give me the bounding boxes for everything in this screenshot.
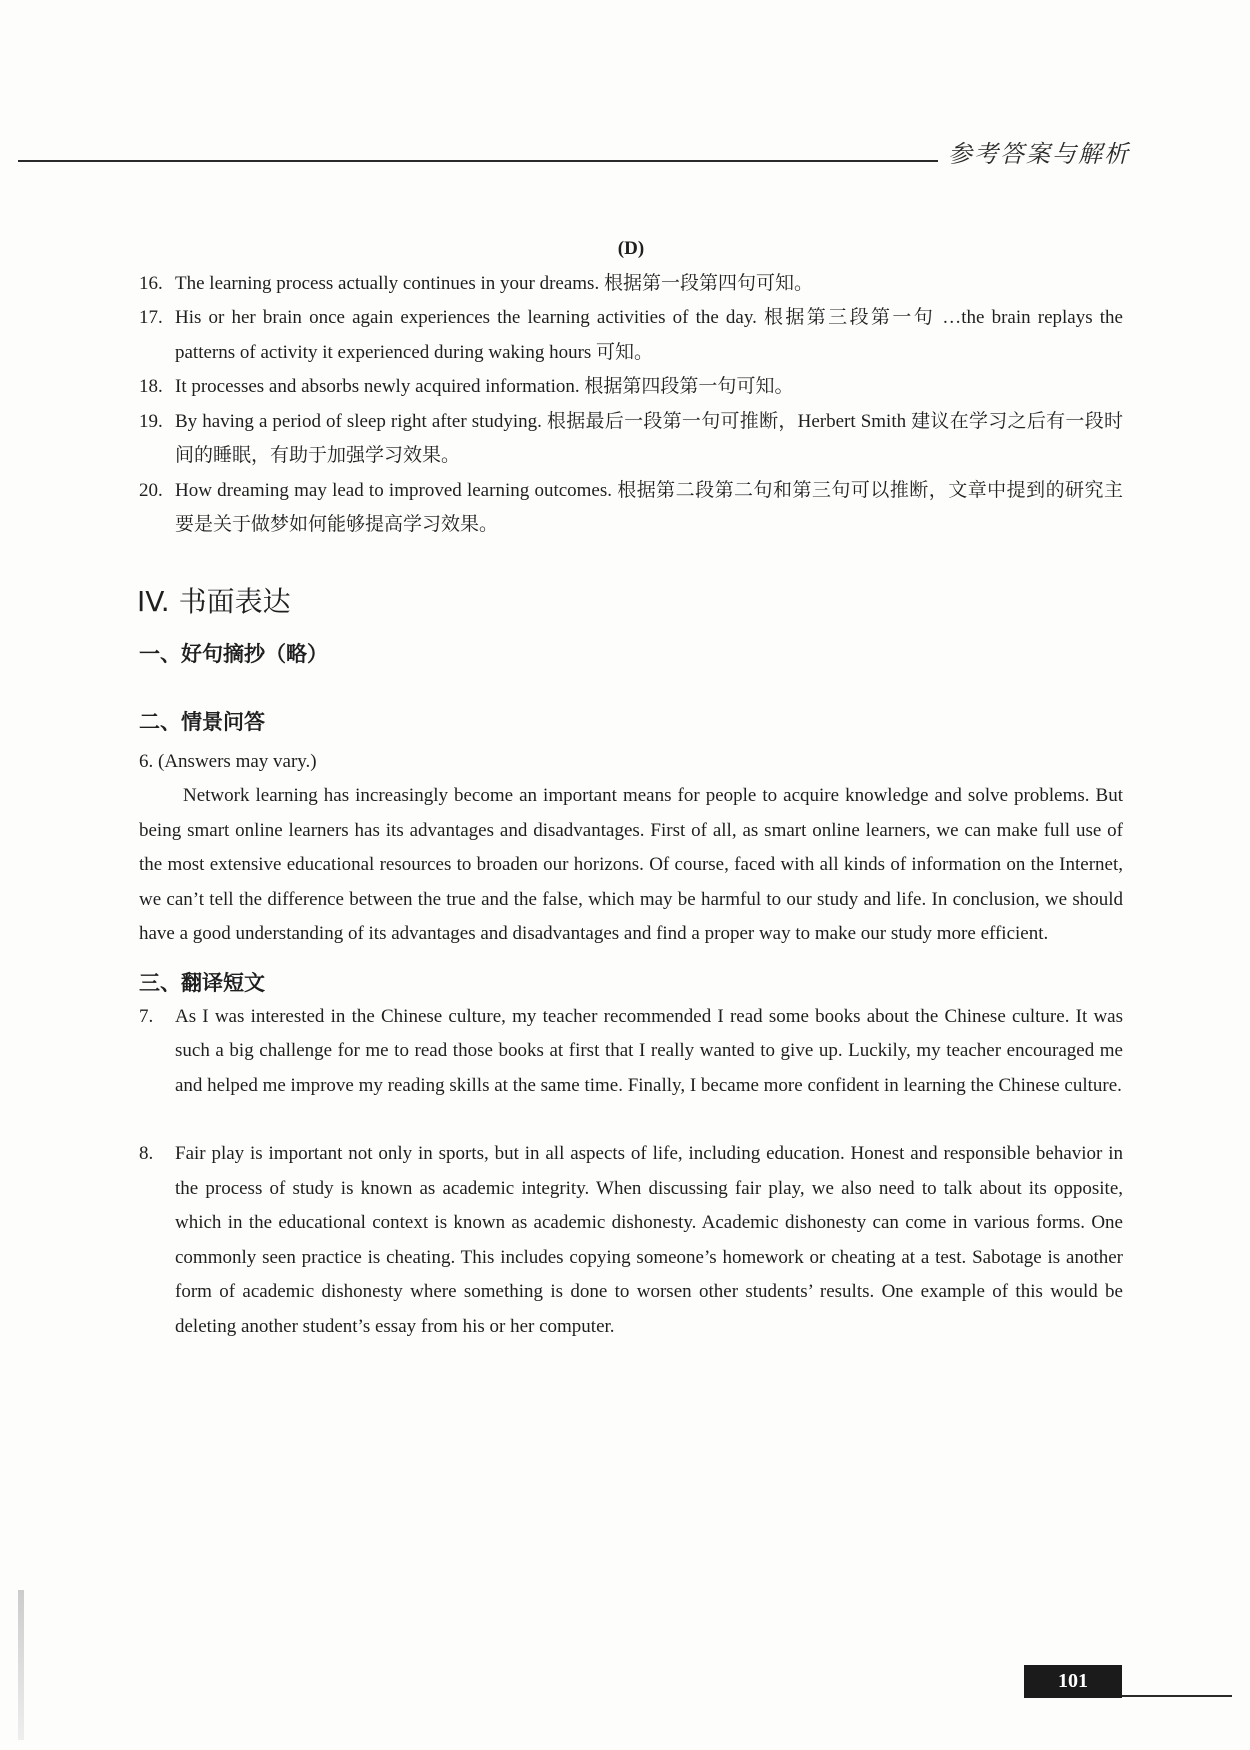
item-text: It processes and absorbs newly acquired information. 根据第四段第一句可知。	[175, 376, 794, 397]
item-number: 16.	[139, 272, 163, 294]
footer-rule	[1122, 1695, 1232, 1697]
item-number: 18.	[139, 376, 163, 397]
answer-item-16	[139, 267, 1123, 302]
answer-item-20	[139, 474, 1123, 543]
answer-item-18	[139, 370, 1123, 405]
question-6-answer: Network learning has increasingly become an important means for people to acquire knowledge and solve problems. But being smart online learners has its advantages and disadvantages. First of all, as smart online learners, we can make full use of the most extensive educational resources to broaden our horizons. Of course, faced with all kinds of information on the Internet, we can’t tell the difference between the true and the false, which may be harmful to our study and life. In conclusion, we should have a good understanding of its advantages and disadvantages and find a proper way to make our study more efficient.	[139, 785, 1123, 944]
section-iv-title: IV. 书面表达	[137, 584, 291, 618]
item-number: 19.	[139, 410, 163, 432]
header-title: 参考答案与解析	[948, 140, 1130, 168]
item-text: As I was interested in the Chinese culture, my teacher recommended I read some books about the Chinese culture. It was such a big challenge for me to read those books at first that I really wanted to give up. Luckily, my teacher encouraged me and helped me improve my reading skills at the same time. Finally, I became more confident in learning the Chinese culture.	[175, 1005, 1123, 1096]
page-content	[139, 232, 1123, 1344]
item-text: How dreaming may lead to improved learning outcomes. 根据第二段第二句和第三句可以推断，文章中提到的研究主要是关于做梦如何能够提高学习效果。	[175, 479, 1123, 535]
page-edge-shadow	[18, 1590, 24, 1740]
subsection-3-title: 三、翻译短文	[139, 970, 265, 995]
translation-item-8	[139, 1137, 1123, 1344]
item-text: By having a period of sleep right after studying. 根据最后一段第一句可推断，Herbert Smith 建议在学习之后有一段时间的睡眠，有助于加强学习效果。	[175, 410, 1123, 466]
item-number: 7.	[139, 1005, 154, 1027]
part-d-label: (D)	[617, 238, 645, 259]
answer-item-19	[139, 405, 1123, 474]
item-number: 8.	[139, 1143, 154, 1164]
header-rule	[18, 160, 938, 162]
item-text: His or her brain once again experiences the learning activities of the day. 根据第三段第一句 …the brain replays the patterns of activity it experienced during waking hours 可知。	[175, 307, 1123, 363]
subsection-1-title: 一、好句摘抄（略）	[139, 641, 328, 666]
item-number: 20.	[139, 479, 163, 501]
answer-item-17	[139, 301, 1123, 370]
question-6-label: 6. (Answers may vary.)	[139, 750, 317, 772]
item-text: Fair play is important not only in sports, but in all aspects of life, including education. Honest and responsible behavior in the process of study is known as academic integrity. When discussing fair play, we also need to talk about its opposite, which in the educational context is known as academic dishonesty. Academic dishonesty can come in various forms. One commonly seen practice is cheating. This includes copying someone’s homework or cheating at a test. Sabotage is another form of academic dishonesty where something is done to worsen other students’ results. One example of this would be deleting another student’s essay from his or her computer.	[175, 1143, 1123, 1337]
subsection-2-title: 二、情景问答	[139, 709, 265, 734]
item-text: The learning process actually continues in your dreams. 根据第一段第四句可知。	[175, 272, 813, 294]
item-number: 17.	[139, 307, 163, 328]
translation-item-7	[139, 1000, 1123, 1104]
page-number: 101	[1024, 1665, 1122, 1698]
